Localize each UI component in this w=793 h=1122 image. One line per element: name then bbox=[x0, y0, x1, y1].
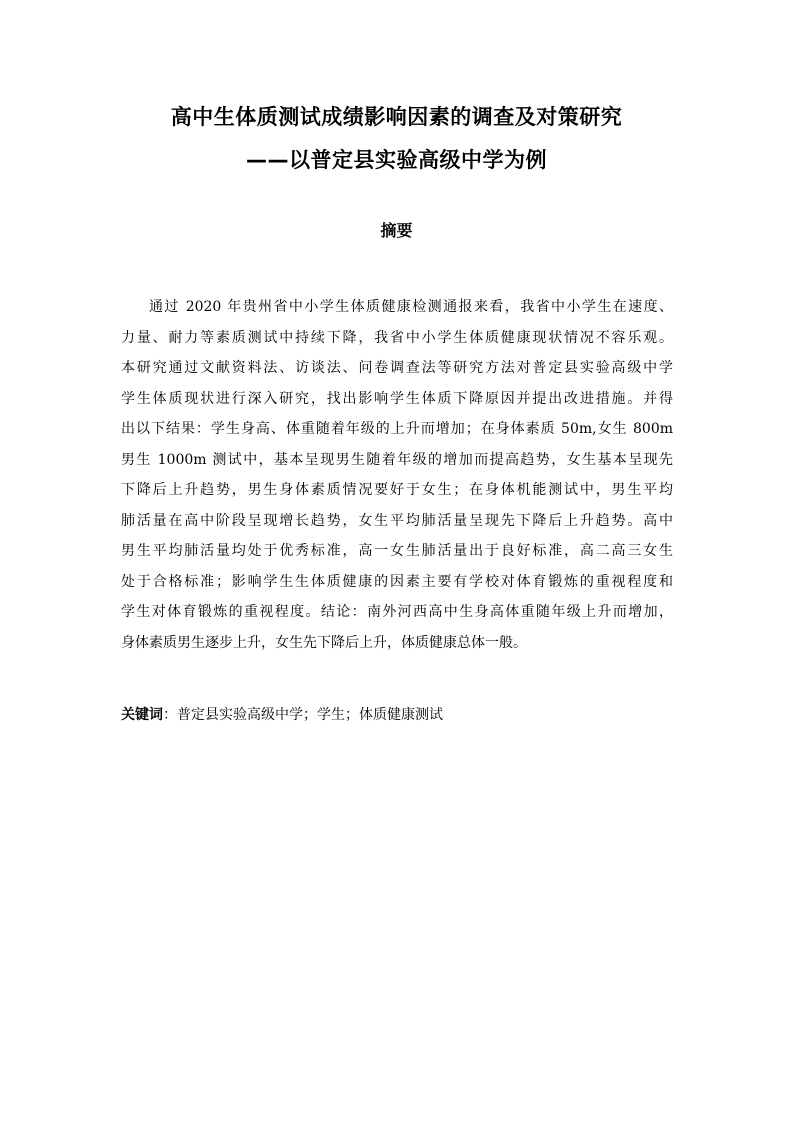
abstract-line: 下降后上升趋势，男生身体素质情况要好于女生；在身体机能测试中，男生平均 bbox=[121, 482, 673, 498]
paper-title: 高中生体质测试成绩影响因素的调查及对策研究 bbox=[170, 105, 623, 129]
abstract-line: 处于合格标准；影响学生生体质健康的因素主要有学校对体育锻炼的重视程度和 bbox=[121, 573, 673, 590]
abstract-line: 学生对体育锻炼的重视程度。结论：南外河西高中生身高体重随年级上升而增加， bbox=[121, 604, 673, 620]
abstract-line: 身体素质男生逐步上升，女生先下降后上升，体质健康总体一般。 bbox=[121, 634, 527, 651]
abstract-body bbox=[121, 292, 673, 658]
abstract-heading: 摘要 bbox=[380, 221, 413, 240]
abstract-line: 力量、耐力等素质测试中持续下降，我省中小学生体质健康现状情况不容乐观。 bbox=[121, 329, 673, 346]
abstract-line: 通过 2020 年贵州省中小学生体质健康检测通报来看，我省中小学生在速度、 bbox=[149, 299, 673, 315]
keywords-line bbox=[121, 702, 673, 728]
abstract-line: 肺活量在高中阶段呈现增长趋势，女生平均肺活量呈现先下降后上升趋势。高中 bbox=[121, 512, 673, 529]
abstract-line: 本研究通过文献资料法、访谈法、问卷调查法等研究方法对普定县实验高级中学 bbox=[121, 360, 673, 376]
paper-subtitle: ——以普定县实验高级中学为例 bbox=[246, 148, 547, 172]
keywords-label: 关键词 bbox=[121, 707, 163, 723]
abstract-line: 出以下结果：学生身高、体重随着年级的上升而增加；在身体素质 50m,女生 800m bbox=[121, 421, 673, 437]
abstract-line: 男生 1000m 测试中，基本呈现男生随着年级的增加而提高趋势，女生基本呈现先 bbox=[121, 451, 673, 468]
abstract-line: 男生平均肺活量均处于优秀标准，高一女生肺活量出于良好标准，高二高三女生 bbox=[121, 543, 673, 559]
abstract-line: 学生体质现状进行深入研究，找出影响学生体质下降原因并提出改进措施。并得 bbox=[121, 390, 673, 407]
keywords-text: ：普定县实验高级中学；学生；体质健康测试 bbox=[163, 707, 443, 723]
